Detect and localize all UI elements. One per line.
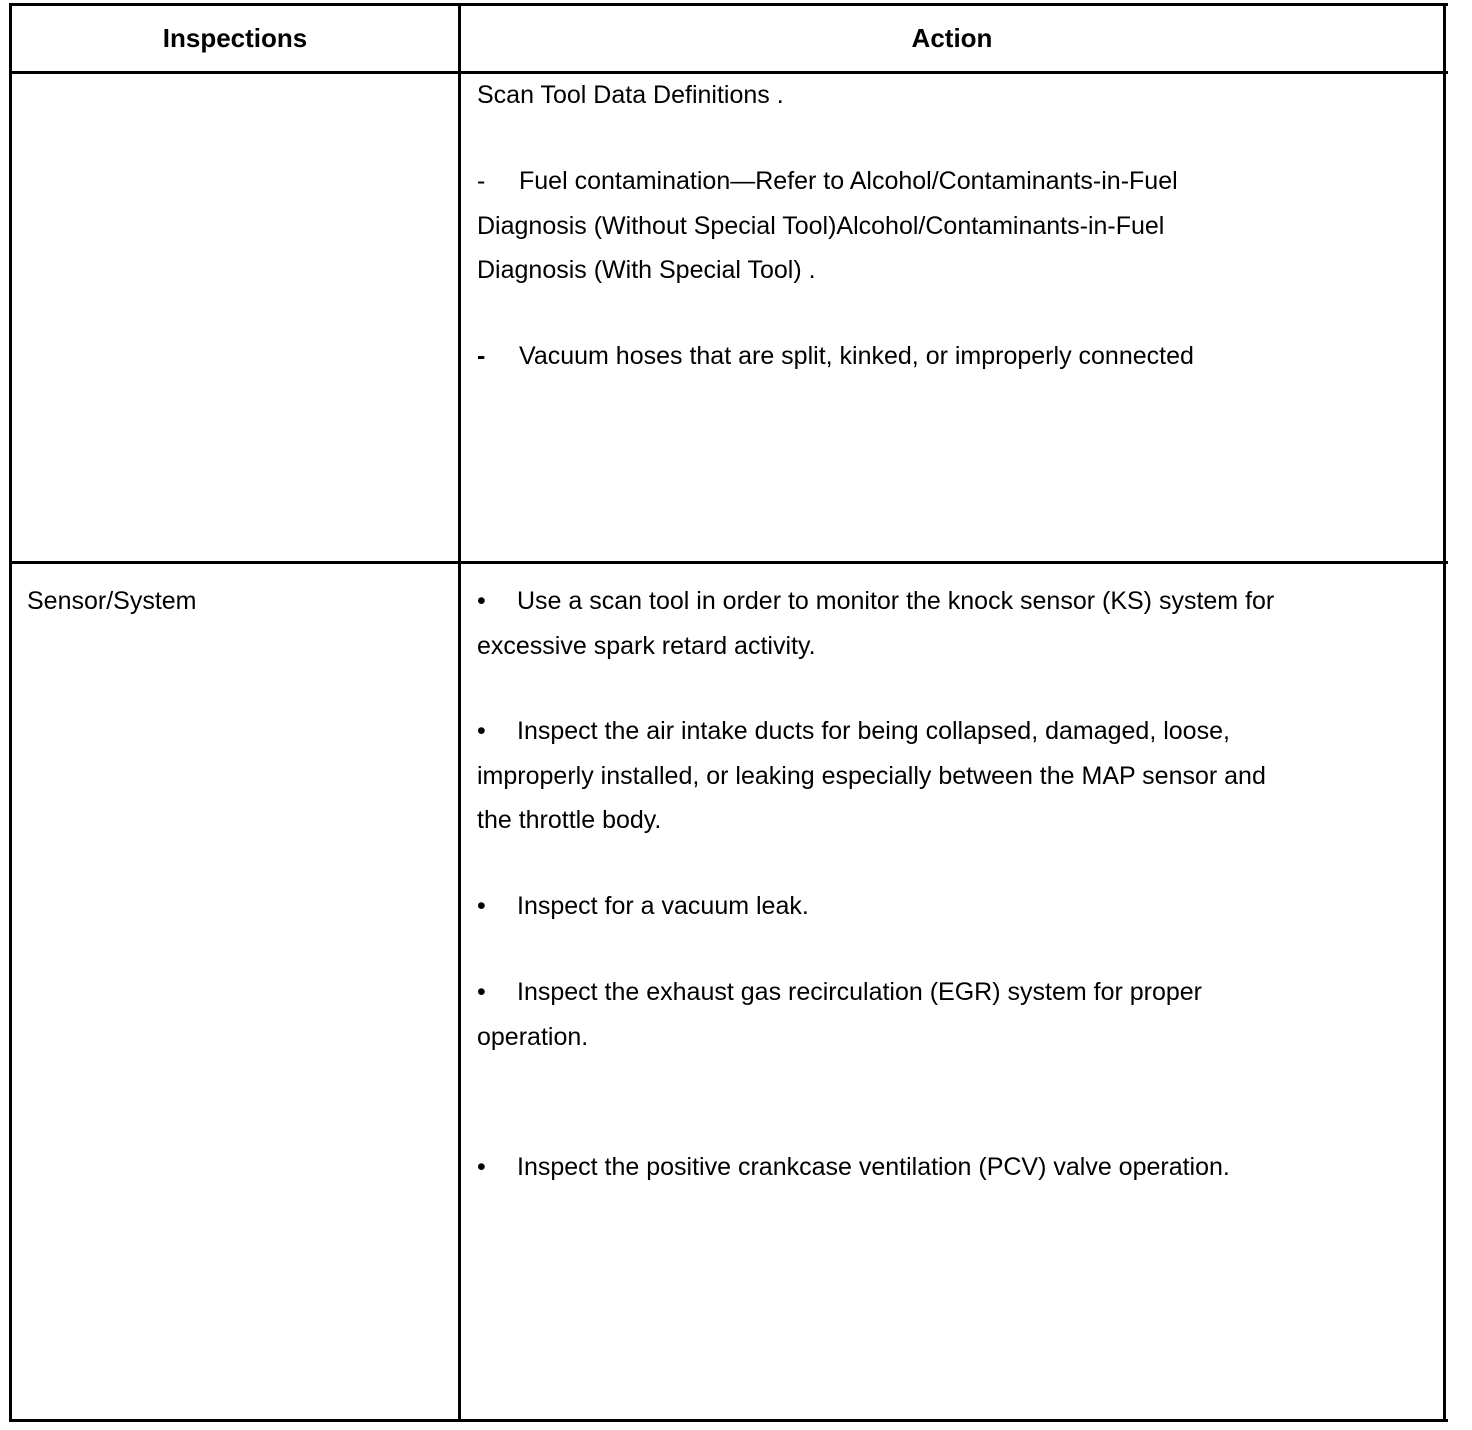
table-border-right xyxy=(1443,3,1446,1422)
row1-item-fuel-contamination xyxy=(477,159,1178,293)
table-border-left xyxy=(9,3,12,1422)
item-line: Vacuum hoses that are split, kinked, or improperly connected xyxy=(519,342,1194,370)
row2-item-air-intake xyxy=(477,709,1266,843)
bullet-marker: • xyxy=(477,978,486,1006)
bullet-marker: • xyxy=(477,892,486,920)
row-divider xyxy=(9,561,1448,564)
dash-marker: - xyxy=(477,342,486,370)
row2-inspection-label: Sensor/System xyxy=(27,587,197,615)
bullet-marker: • xyxy=(477,1153,486,1181)
item-line: improperly installed, or leaking especially between the MAP sensor and xyxy=(477,761,1266,790)
item-line: Inspect the positive crankcase ventilation (PCV) valve operation. xyxy=(517,1153,1230,1181)
item-line: Use a scan tool in order to monitor the knock sensor (KS) system for xyxy=(517,587,1275,615)
item-line: Diagnosis (With Special Tool) . xyxy=(477,256,816,284)
item-line: Inspect the exhaust gas recirculation (EGR) system for proper xyxy=(517,978,1203,1006)
column-divider xyxy=(458,3,461,1422)
table-border-bottom xyxy=(9,1419,1448,1422)
row2-item-knock-sensor xyxy=(477,579,1274,668)
item-line: excessive spark retard activity. xyxy=(477,631,816,660)
item-line: Diagnosis (Without Special Tool)Alcohol/Contaminants-in-Fuel xyxy=(477,211,1165,240)
item-line: the throttle body. xyxy=(477,806,662,834)
bullet-marker: • xyxy=(477,587,486,615)
row1-item-vacuum-hoses xyxy=(477,334,1194,379)
item-line: operation. xyxy=(477,1022,589,1051)
item-line: Inspect the air intake ducts for being collapsed, damaged, loose, xyxy=(517,717,1230,745)
item-line: Fuel contamination—Refer to Alcohol/Contaminants-in-Fuel xyxy=(519,167,1178,195)
row1-action-continuation: Scan Tool Data Definitions . xyxy=(477,81,784,109)
header-inspections: Inspections xyxy=(162,23,308,53)
header-action: Action xyxy=(911,23,993,53)
row2-item-pcv xyxy=(477,1145,1230,1190)
item-line: Inspect for a vacuum leak. xyxy=(517,892,809,920)
row2-item-vacuum-leak xyxy=(477,884,809,929)
bullet-marker: • xyxy=(477,717,486,745)
row2-item-egr xyxy=(477,970,1202,1059)
dash-marker: - xyxy=(477,167,486,195)
